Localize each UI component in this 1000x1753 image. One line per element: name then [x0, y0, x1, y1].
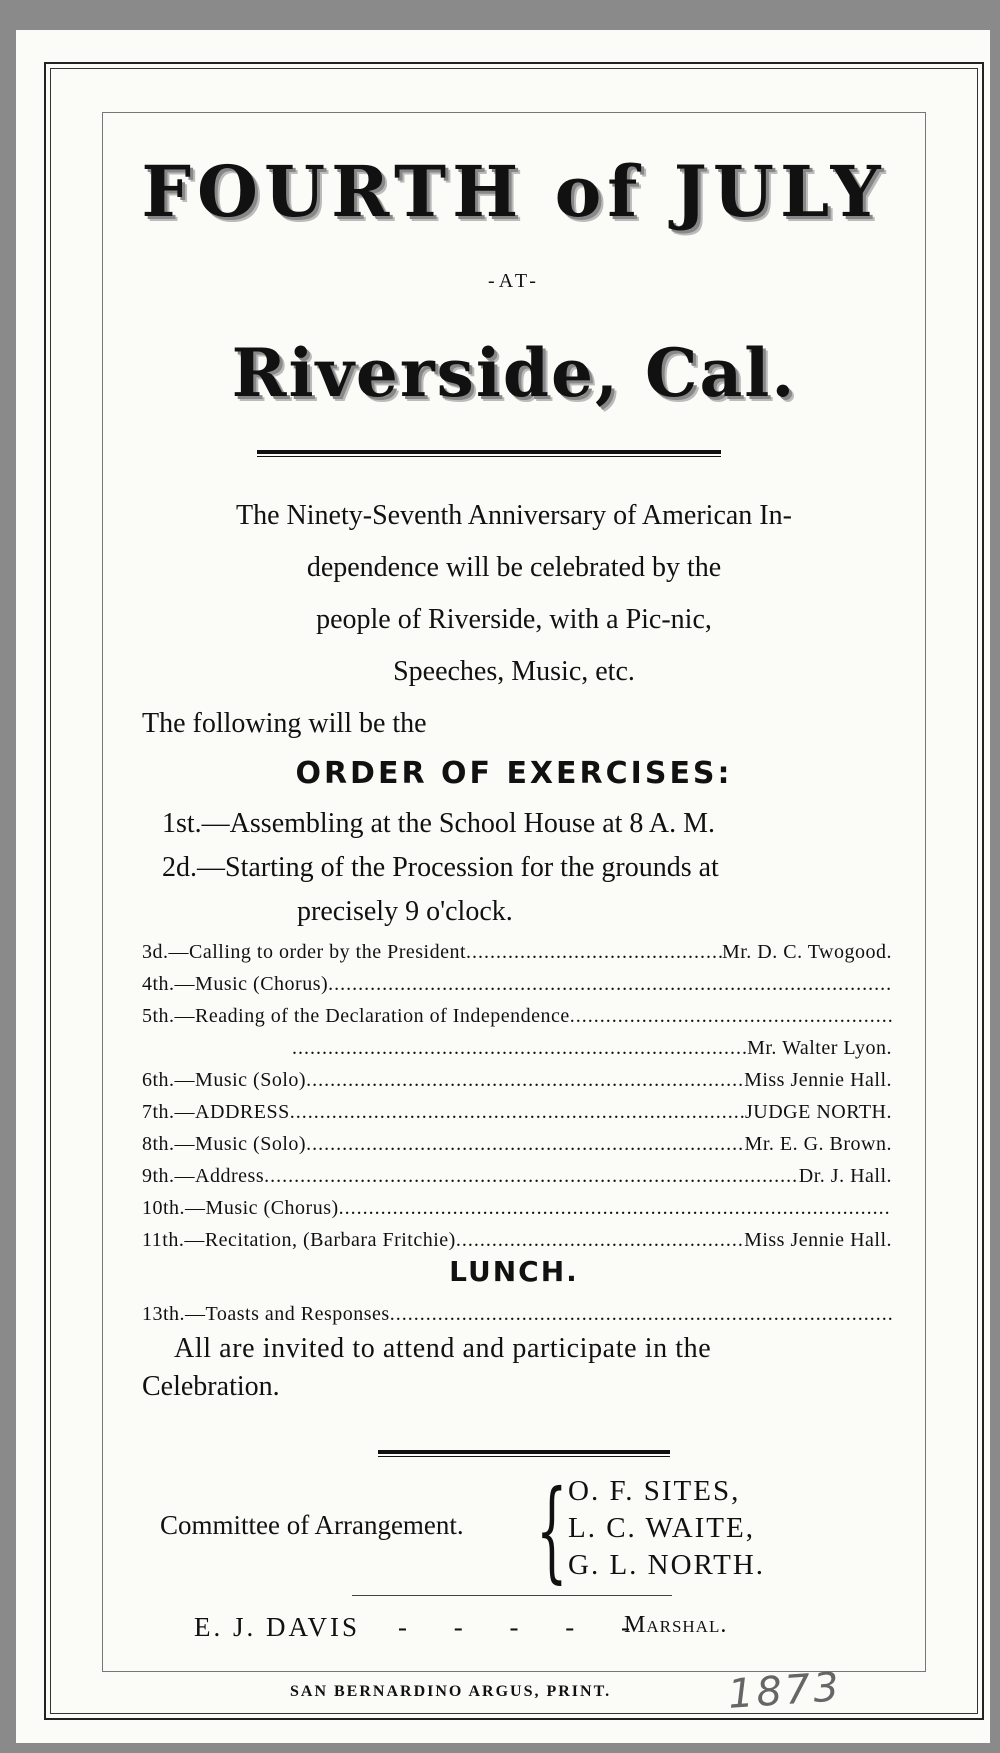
- leader-dots: [292, 1032, 747, 1064]
- closing-line-2: Celebration.: [142, 1371, 280, 1402]
- leader-dots: [306, 1128, 744, 1160]
- program-row: [142, 1298, 892, 1330]
- marshal-name: E. J. DAVIS: [194, 1612, 361, 1642]
- marshal-title: Marshal.: [624, 1612, 728, 1638]
- lunch-heading: LUNCH.: [449, 1255, 579, 1288]
- intro-line-3: people of Riverside, with a Pic-nic,: [316, 604, 712, 635]
- program-item-name: JUDGE NORTH.: [744, 1101, 892, 1123]
- program-item-label: 9th.—Address: [142, 1165, 265, 1187]
- brace-symbol: {: [536, 1466, 568, 1594]
- following-text: The following will be the: [142, 708, 427, 739]
- program-row: [142, 1128, 892, 1160]
- leader-dots: [306, 1064, 744, 1096]
- program-item-label: 11th.—Recitation, (Barbara Fritchie): [142, 1229, 456, 1251]
- leader-dots: [390, 1298, 892, 1330]
- program-item-label: 13th.—Toasts and Responses: [142, 1303, 390, 1325]
- program-row: [142, 1192, 892, 1224]
- exercise-2-continued: precisely 9 o'clock.: [297, 896, 513, 927]
- program-item-label: 4th.—Music (Chorus): [142, 973, 329, 995]
- intro-line-2: dependence will be celebrated by the: [306, 552, 722, 583]
- program-item-label: 10th.—Music (Chorus): [142, 1197, 339, 1219]
- exercise-2: 2d.—Starting of the Procession for the grounds at: [162, 852, 719, 883]
- program-row: [142, 968, 892, 1000]
- program-row: [292, 1032, 892, 1064]
- program-row: [142, 1064, 892, 1096]
- program-item-label: 5th.—Reading of the Declaration of Independence: [142, 1005, 570, 1027]
- closing-rule: [378, 1450, 670, 1457]
- leader-dots: [290, 1096, 745, 1128]
- committee-rule: [352, 1595, 672, 1596]
- marshal-dashes: - - - - -: [398, 1612, 650, 1642]
- committee-member: L. C. WAITE,: [568, 1512, 755, 1544]
- intro-line-1: The Ninety-Seventh Anniversary of American In-: [236, 500, 792, 531]
- program-item-name: Dr. J. Hall.: [798, 1165, 892, 1187]
- closing-line-1: All are invited to attend and participate in the: [174, 1333, 712, 1364]
- committee-member: O. F. SITES,: [568, 1475, 741, 1507]
- title-rule: [257, 450, 721, 457]
- program-item-label: 3d.—Calling to order by the President: [142, 941, 467, 963]
- leader-dots: [456, 1224, 744, 1256]
- leader-dots: [339, 1192, 892, 1224]
- leader-dots: [466, 936, 722, 968]
- program-item-label: 7th.—ADDRESS: [142, 1101, 290, 1123]
- program-item-name: Miss Jennie Hall.: [744, 1229, 892, 1251]
- committee-member: G. L. NORTH.: [568, 1549, 766, 1581]
- program-row: [142, 936, 892, 968]
- program-item-name: Miss Jennie Hall.: [744, 1069, 892, 1091]
- exercise-1: 1st.—Assembling at the School House at 8 A. M.: [162, 808, 715, 839]
- printer-imprint: SAN BERNARDINO ARGUS, PRINT.: [290, 1683, 612, 1700]
- city-heading: Riverside, Cal.: [231, 334, 797, 412]
- program-item-name: Mr. D. C. Twogood.: [721, 941, 892, 963]
- poster-content: [102, 112, 926, 1672]
- order-heading: ORDER OF EXERCISES:: [295, 756, 733, 791]
- program-item-label: 8th.—Music (Solo): [142, 1133, 307, 1155]
- intro-line-4: Speeches, Music, etc.: [393, 656, 635, 687]
- program-item-name: Mr. E. G. Brown.: [744, 1133, 892, 1155]
- leader-dots: [264, 1160, 799, 1192]
- poster-title: FOURTH of JULY: [141, 150, 887, 233]
- leader-dots: [570, 1000, 892, 1032]
- program-item-name: Mr. Walter Lyon.: [747, 1037, 892, 1059]
- program-row: [142, 1096, 892, 1128]
- program-row: [142, 1160, 892, 1192]
- program-item-label: 6th.—Music (Solo): [142, 1069, 307, 1091]
- program-row: [142, 1000, 892, 1032]
- committee-label: Committee of Arrangement.: [160, 1510, 464, 1540]
- program-row: [142, 1224, 892, 1256]
- handwritten-year: 1873: [726, 1664, 844, 1718]
- at-label: -AT-: [488, 270, 540, 292]
- leader-dots: [328, 968, 892, 1000]
